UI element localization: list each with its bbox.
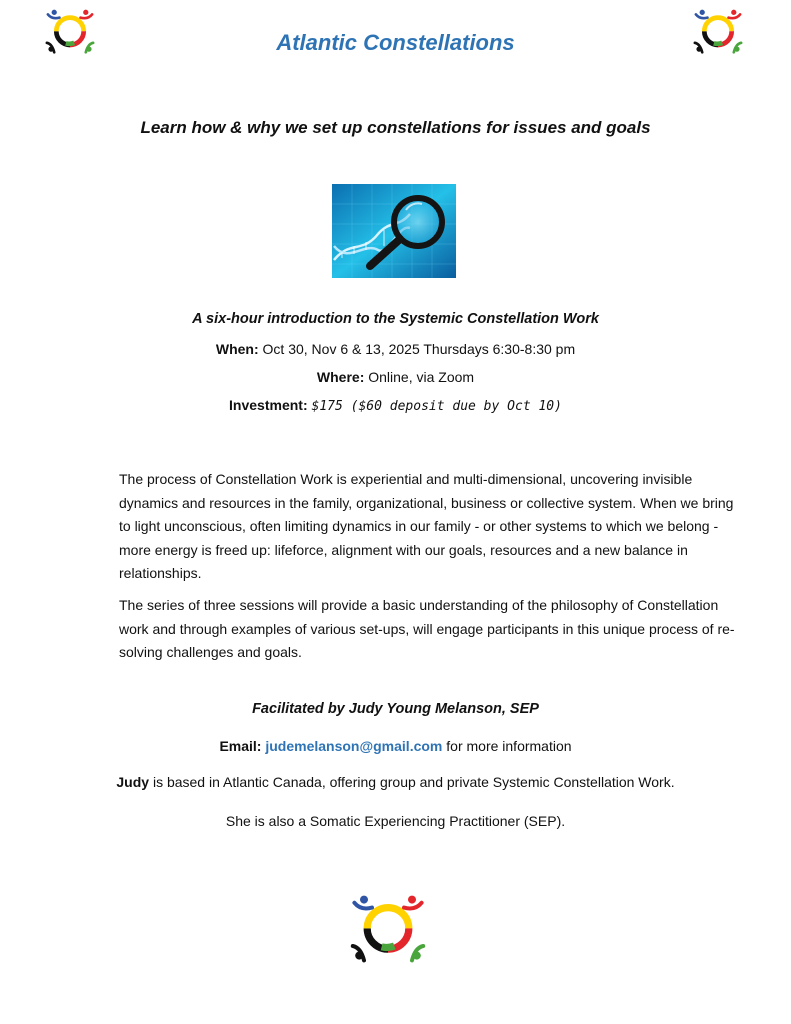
investment-label: Investment: <box>229 397 308 413</box>
sep-line: She is also a Somatic Experiencing Practitioner (SEP). <box>225 813 566 829</box>
body-paragraph-2: The series of three sessions will provide a basic understanding of the philosophy of Constellation work and through examples of various set-ups, will engage participants in this unique process of re-solving challenges and goals. <box>119 597 735 661</box>
event-when <box>0 341 791 357</box>
constellation-logo-icon <box>345 890 431 966</box>
page-subtitle: Learn how & why we set up constellations for issues and goals <box>140 118 651 137</box>
judy-name: Judy <box>116 774 150 790</box>
email-suffix: for more information <box>442 738 572 754</box>
facilitator-line: Facilitated by Judy Young Melanson, SEP <box>252 701 539 717</box>
email-line <box>0 738 791 754</box>
magnifying-glass-dna-icon <box>332 184 456 278</box>
when-value: Oct 30, Nov 6 & 13, 2025 Thursdays 6:30-8:30 pm <box>262 341 576 357</box>
email-link[interactable]: judemelanson@gmail.com <box>265 738 443 754</box>
email-label: Email: <box>219 738 262 754</box>
investment-value: $175 ($60 deposit due by Oct 10) <box>311 399 562 414</box>
judy-description <box>0 774 791 790</box>
page-title: Atlantic Constellations <box>276 30 515 55</box>
event-intro: A six-hour introduction to the Systemic Constellation Work <box>192 311 599 327</box>
event-investment <box>0 397 791 414</box>
where-value: Online, via Zoom <box>368 369 475 385</box>
when-label: When: <box>215 341 259 357</box>
body-paragraph-1: The process of Constellation Work is experiential and multi-dimensional, uncovering invisible dynamics and resources in the family, organizational, business or collective system. When we bring to light unconscious, often limiting dynamics in our family - or other systems to which we belong - more energy is freed up: lifeforce, alignment with our goals, resources and a new balance in relationships. <box>119 471 734 582</box>
judy-description-text: is based in Atlantic Canada, offering group and private Systemic Constellation Work. <box>149 774 675 790</box>
event-where <box>0 369 791 385</box>
where-label: Where: <box>316 369 365 385</box>
